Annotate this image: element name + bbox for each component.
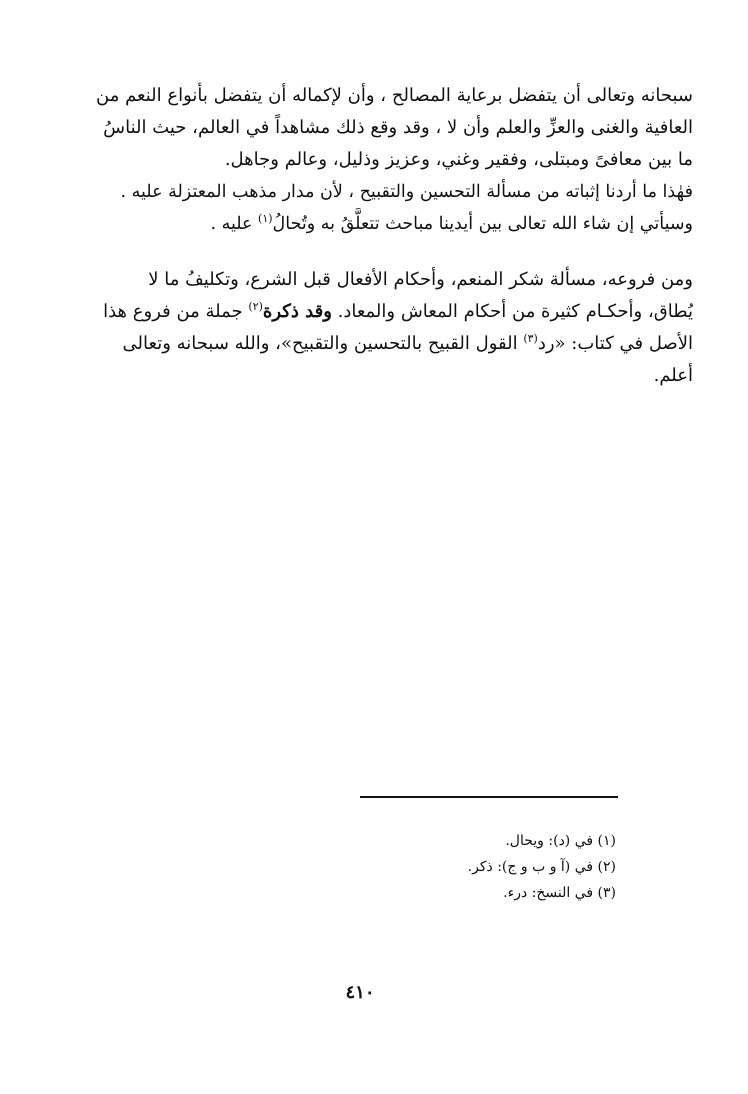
- page-number: ٤١٠: [345, 982, 375, 1003]
- text-line: فهٰذا ما أردنا إثباته من مسألة التحسين والتقبيح ، لأن مدار مذهب المعتزلة عليه .: [120, 182, 693, 202]
- main-text-paragraph-1: [58, 80, 693, 240]
- text-segment: جملة من فروع هذا: [103, 301, 249, 322]
- text-segment: عليه .: [210, 214, 259, 234]
- text-segment: الأصل في كتاب: «رد: [537, 333, 693, 354]
- text-segment: القول القبيح بالتحسين والتقبيح»، والله سبحانه وتعالى: [122, 333, 524, 354]
- text-line: [58, 328, 693, 360]
- text-line: [58, 296, 693, 328]
- footnote-ref-1[interactable]: (١): [258, 212, 273, 226]
- text-line: العافية والغنى والعزِّ والعلم وأن لا ، وقد وقع ذلك مشاهداً في العالم، حيث الناسُ: [103, 117, 693, 138]
- footnote-divider: [360, 796, 618, 798]
- footnote-ref-2[interactable]: (٢): [248, 300, 263, 313]
- text-line: [58, 208, 693, 240]
- text-line: سبحانه وتعالى أن يتفضل برعاية المصالح ، وأن لإكماله أن يتفضل بأنواع النعم من: [96, 85, 693, 106]
- text-segment: وسيأتي إن شاء الله تعالى بين أيدينا مباحث تتعلَّقُ به وتُحالُ: [272, 214, 693, 234]
- text-line: ومن فروعه، مسألة شكر المنعم، وأحكام الأفعال قبل الشرع، وتكليفُ ما لا: [148, 269, 693, 290]
- footnote-2: (٢) في (آ و ب و ج): ذكر.: [467, 859, 616, 875]
- footnote-1: (١) في (د): ويحال.: [505, 833, 616, 849]
- text-line: ما بين معافىً ومبتلى، وفقير وغني، وعزيز وذليل، وعالم وجاهل.: [224, 149, 693, 170]
- text-line: أعلم.: [653, 365, 693, 386]
- main-text-paragraph-2: [58, 264, 693, 392]
- footnote-3: (٣) في النسخ: درء.: [503, 885, 616, 901]
- text-segment: يُطاق، وأحكـام كثيرة من أحكام المعاش والمعاد.: [331, 301, 693, 322]
- footnotes: [468, 828, 616, 906]
- footnote-ref-3[interactable]: (٣): [523, 332, 538, 345]
- bold-text-segment: وقد ذكرة: [262, 301, 332, 322]
